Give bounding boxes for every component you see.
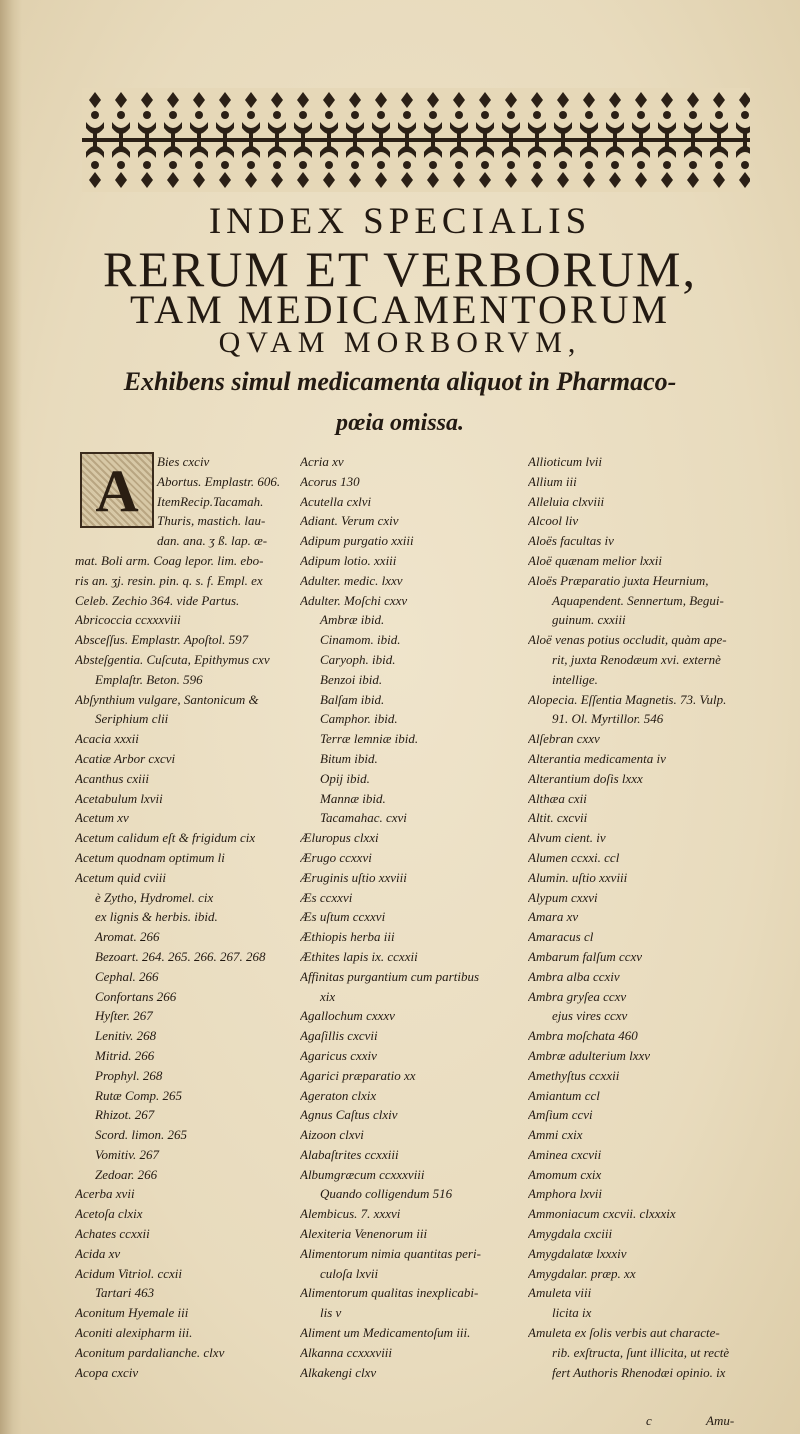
title-tam-medicamentorum: TAM MEDICAMENTORUM [129,287,671,332]
title-index-specialis: INDEX SPECIALIS [208,201,592,242]
index-entry: Ammoniacum cxcvii. clxxxix [528,1206,676,1222]
index-entry: lis v [320,1305,342,1321]
index-entry: Emplaſtr. Beton. 596 [95,671,203,687]
index-entry: Aconiti alexipharm iii. [75,1325,193,1341]
index-entry: ris an. ʒj. resin. pin. q. s. f. Empl. ex [75,572,263,588]
index-entry: Aconitum Hyemale iii [75,1305,189,1321]
index-entry: Agarici præparatio xx [300,1067,416,1083]
index-entry: Mitrid. 266 [95,1047,155,1063]
index-entry: Bezoart. 264. 265. 266. 267. 268 [95,948,266,964]
index-entry: xix [320,988,336,1004]
index-entry: Acetum quodnam optimum li [75,849,225,865]
index-entry: ex lignis & herbis. ibid. [95,909,218,925]
index-entry: Ambra moſchata 460 [528,1028,638,1044]
index-entry: Abortus. Emplastr. 606. [157,473,281,489]
index-column-3 [528,452,768,1382]
index-entry: Lenitiv. 268 [95,1028,157,1044]
index-entry: ItemRecip.Tacamah. [157,493,264,509]
index-entry: Albumgræcum ccxxxviii [300,1166,425,1182]
index-entry: Æs ccxxvi [300,889,353,905]
index-entry: Quando colligendum 516 [320,1186,453,1202]
index-column-2 [300,452,522,1382]
index-entry: Acopa cxciv [75,1364,139,1380]
index-entry: Celeb. Zechio 364. vide Partus. [75,592,240,608]
index-entry: Seriphium clii [95,711,169,727]
index-entry: Alopecia. Eſſentia Magnetis. 73. Vulp. [528,691,727,707]
index-entry: Acutella cxlvi [300,493,372,509]
index-entry: Ageraton clxix [300,1087,377,1103]
index-entry: Acetoſa clxix [75,1206,143,1222]
index-entry: Aloë venas potius occludit, quàm ape- [528,632,727,648]
index-entry: Aliment um Medicamentoſum iii. [300,1325,471,1341]
index-entry: Amethyſtus ccxxii [528,1067,620,1083]
index-entry: culoſa lxvii [320,1265,379,1281]
index-entry: Amuleta ex ſolis verbis aut characte- [528,1325,720,1341]
index-entry: Acacia xxxii [75,731,139,747]
index-entry: Alkakengi clxv [300,1364,377,1380]
index-entry: Achates ccxxii [75,1226,150,1242]
index-entry: Acanthus cxiii [75,770,150,786]
initial-letter: A [95,458,139,524]
index-entry: Aconitum pardalianche. clxv [75,1344,225,1360]
index-entry: Scord. limon. 265 [95,1127,187,1143]
index-entry: Alimentorum qualitas inexplicabi- [300,1285,479,1301]
index-entry: Agaſillis cxcvii [300,1028,378,1044]
index-entry: Acatiæ Arbor cxcvi [75,750,176,766]
index-entry: Affinitas purgantium cum partibus [300,968,479,984]
index-entry: Alvum cient. iv [528,830,606,846]
index-entry: Æruginis uſtio xxviii [300,869,407,885]
index-entry: Bitum ibid. [320,750,378,766]
index-entry: Acria xv [300,454,344,469]
index-entry: Allioticum lvii [528,454,603,469]
index-entry: Amomum cxix [528,1166,602,1182]
index-entry: Agallochum cxxxv [300,1008,395,1024]
index-entry: Amara xv [528,909,579,925]
index-entry: Alumin. uſtio xxviii [528,869,628,885]
subtitle-line-1: Exhibens simul medicamenta aliquot in Pharmaco- [123,367,677,396]
index-entry: Acidum Vitriol. ccxii [75,1265,182,1281]
index-entry: è Zytho, Hydromel. cix [95,889,214,905]
index-entry: Acetum calidum eſt & frigidum cix [75,830,256,846]
index-entry: Alexiteria Venenorum iii [300,1226,428,1242]
index-entry: Ammi cxix [528,1127,583,1143]
index-entry: Bies cxciv [157,454,210,469]
index-entry: Aloë quænam melior lxxii [528,552,662,568]
index-entry: Benzoi ibid. [320,671,383,687]
index-entry: Æthites lapis ix. ccxxii [300,948,418,964]
index-entry: guinum. cxxiii [552,612,626,628]
index-entry: Æs uſtum ccxxvi [300,909,386,925]
index-entry: Camphor. ibid. [320,711,398,727]
index-entry: Cinamom. ibid. [320,632,401,648]
index-entry: Rhizot. 267 [95,1107,155,1123]
index-entry: Ambra gryſea ccxv [528,988,627,1004]
index-entry: Alimentorum nimia quantitas peri- [300,1245,481,1261]
index-entry: Ambræ adulterium lxxv [528,1047,651,1063]
index-entry: Aromat. 266 [95,929,160,945]
index-entry: Ærugo ccxxvi [300,849,372,865]
index-entry: Alterantium doſis lxxx [528,770,643,786]
index-entry: Amygdalatæ lxxxiv [528,1245,627,1261]
index-entry: Alterantia medicamenta iv [528,750,666,766]
index-entry: Abſynthium vulgare, Santonicum & [75,691,259,707]
catchword: Amu- [706,1413,735,1428]
index-entry: Allium iii [528,473,577,489]
index-column-1 [75,452,297,1382]
index-entry: Alſebran cxxv [528,731,600,747]
index-entry: Abricoccia ccxxxviii [75,612,181,628]
index-entry: Zedoar. 266 [95,1166,158,1182]
index-entry: Agnus Caſtus clxiv [300,1107,398,1123]
index-entry: Confortans 266 [95,988,177,1004]
index-entry: Tartari 463 [95,1285,155,1301]
index-entry: Vomitiv. 267 [95,1146,160,1162]
index-entry: mat. Boli arm. Coag lepor. lim. ebo- [75,552,264,568]
index-entry: Alumen ccxxi. ccl [528,849,620,865]
index-entry: Hyſter. 267 [95,1008,153,1024]
index-entry: Æthiopis herba iii [300,929,395,945]
index-entry: Amaracus cl [528,929,594,945]
index-entry: Althæa cxii [528,790,587,806]
index-entry: Ambarum falſum ccxv [528,948,643,964]
index-entry: Acetum xv [75,810,129,826]
index-entry: Alkanna ccxxxviii [300,1344,393,1360]
index-entry: Amygdala cxciii [528,1226,613,1242]
index-entry: Acida xv [75,1245,121,1261]
index-entry: fert Authoris Rhenodæi opinio. ix [552,1364,726,1380]
index-entry: Absceſſus. Emplastr. Apoſtol. 597 [75,632,249,648]
index-entry: Aloës facultas iv [528,533,614,549]
index-entry: Adulter. medic. lxxv [300,572,403,588]
index-entry: Balſam ibid. [320,691,385,707]
index-entry: Caryoph. ibid. [320,651,396,667]
index-entry: Amiantum ccl [528,1087,600,1103]
index-entry: Absteſgentia. Cuſcuta, Epithymus cxv [75,651,270,667]
title-quam-morborum: QVAM MORBORVM, [218,326,582,359]
index-entry: Tacamahac. cxvi [320,810,407,826]
decorative-headpiece [82,88,750,192]
index-entry: Acorus 130 [300,473,360,489]
index-entry: Aminea cxcvii [528,1146,602,1162]
index-entry: 91. Ol. Myrtillor. 546 [552,711,664,727]
index-entry: Aquapendent. Sennertum, Begui- [552,592,724,608]
index-entry: Ambræ ibid. [320,612,385,628]
index-entry: Agaricus cxxiv [300,1047,377,1063]
index-entry: licita ix [552,1305,592,1321]
index-entry: Ambra alba ccxiv [528,968,620,984]
index-entry: Opij ibid. [320,770,370,786]
index-entry: Cephal. 266 [95,968,159,984]
index-entry: Acerba xvii [75,1186,135,1202]
index-entry: Acetum quid cviii [75,869,166,885]
index-entry: Amſium ccvi [528,1107,593,1123]
index-entry: Acetabulum lxvii [75,790,163,806]
signature-mark: c [646,1413,652,1428]
index-entry: intellige. [552,671,598,687]
index-entry: Mannæ ibid. [320,790,386,806]
index-entry: Altit. cxcvii [528,810,588,826]
index-entry: Amuleta viii [528,1285,592,1301]
index-entry: Alembicus. 7. xxxvi [300,1206,401,1222]
index-entry: Terræ lemniæ ibid. [320,731,419,747]
index-entry: Amphora lxvii [528,1186,603,1202]
index-entry: Rutæ Comp. 265 [95,1087,183,1103]
index-entry: Adiant. Verum cxiv [300,513,399,529]
index-entry: rib. exſtructa, ſunt illicita, ut rectè [552,1344,730,1360]
index-entry: Aizoon clxvi [300,1127,364,1143]
index-entry: Adipum purgatio xxiii [300,533,414,549]
index-entry: Thuris, mastich. lau- [157,513,266,529]
index-entry: Alleluia clxviii [528,493,605,509]
index-entry: ejus vires ccxv [552,1008,628,1024]
index-entry: Æluropus clxxi [300,830,379,846]
index-entry: rit, juxta Renodæum xvi. externè [552,651,721,667]
index-entry: Alypum cxxvi [528,889,598,905]
index-entry: dan. ana. ʒ ß. lap. æ- [157,533,268,549]
title-rerum-et-verborum: RERUM ET VERBORUM, [103,241,697,297]
index-entry: Alcool liv [528,513,579,529]
index-entry: Alabaſtrites ccxxiii [300,1146,399,1162]
index-entry: Aloës Præparatio juxta Heurnium, [528,572,709,588]
index-entry: Adipum lotio. xxiii [300,552,397,568]
index-entry: Prophyl. 268 [95,1067,163,1083]
index-entry: Adulter. Moſchi cxxv [300,592,408,608]
subtitle-line-2: pœia omissa. [335,410,464,436]
index-entry: Amygdalar. præp. xx [528,1265,636,1281]
